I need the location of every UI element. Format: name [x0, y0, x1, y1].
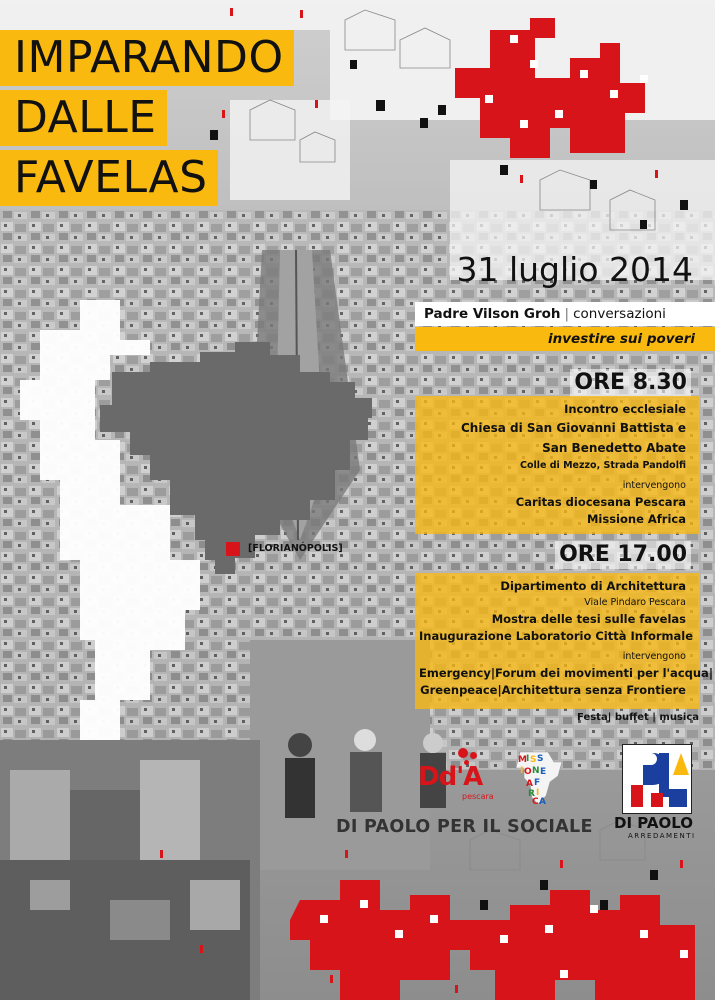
event1-speaker1: Caritas diocesana Pescara: [515, 495, 686, 509]
dda-logo-sub: pescara: [462, 792, 494, 801]
title-line-2: DALLE: [0, 90, 167, 146]
svg-text:A: A: [526, 779, 533, 789]
theme-bar: investire sui poveri: [415, 327, 715, 351]
event2-speakers-line2: Greenpeace|Architettura senza Frontiere: [420, 683, 686, 697]
missione-africa-logo: [506, 748, 566, 808]
svg-text:N: N: [532, 766, 540, 776]
event1-venue-line1: Chiesa di San Giovanni Battista e: [461, 421, 686, 435]
sponsor-line: DI PAOLO PER IL SOCIALE: [336, 817, 593, 837]
event-date: 31 luglio 2014: [456, 250, 693, 289]
event1-title: Incontro ecclesiale: [564, 402, 686, 416]
di-paolo-logo-name: DI PAOLO: [614, 814, 694, 832]
svg-text:S: S: [537, 754, 544, 764]
di-paolo-logo-sub: ARREDAMENTI: [628, 832, 696, 840]
svg-text:A: A: [539, 797, 546, 807]
svg-text:M: M: [518, 755, 527, 765]
event2-address: Viale Pindaro Pescara: [584, 597, 686, 608]
dda-dot-icon: [458, 748, 468, 758]
svg-text:C: C: [532, 797, 539, 807]
svg-text:F: F: [534, 778, 541, 788]
di-paolo-logo-mark: [622, 744, 692, 814]
svg-text:I: I: [526, 754, 530, 764]
event2-venue: Dipartimento di Architettura: [500, 579, 686, 593]
event1-address: Colle di Mezzo, Strada Pandolfi: [519, 460, 686, 471]
event2-activity2: Inaugurazione Laboratorio Città Informale: [419, 629, 694, 643]
svg-text:R: R: [528, 789, 535, 799]
florianopolis-marker: [226, 542, 240, 556]
extras-line: Festa| buffet | musica: [577, 712, 699, 723]
svg-text:O: O: [524, 767, 532, 777]
speaker-role: conversazioni: [573, 306, 666, 322]
svg-text:S: S: [530, 755, 537, 765]
event1-speaker2: Missione Africa: [586, 512, 686, 526]
event2-speakers-line1: Emergency|Forum dei movimenti per l'acqua|: [419, 666, 714, 680]
speaker-separator: |: [564, 306, 570, 322]
speaker-name: Padre Vilson Groh: [424, 306, 561, 322]
event2-box: [415, 573, 714, 709]
svg-text:I: I: [536, 788, 540, 798]
svg-text:E: E: [540, 767, 547, 777]
event1-box: [415, 396, 700, 534]
speaker-bar: [415, 302, 715, 326]
event1-venue-line2: San Benedetto Abate: [542, 441, 686, 455]
event2-speakers-label: intervengono: [622, 651, 686, 662]
florianopolis-label: [FLORIANÓPOLIS]: [248, 543, 343, 554]
dda-logo-text: Dd'A: [418, 762, 483, 792]
dda-dot-icon: [470, 752, 477, 759]
svg-text:I: I: [520, 766, 524, 776]
event1-time: ORE 8.30: [570, 369, 691, 397]
title-line-3: FAVELAS: [0, 150, 218, 206]
title-line-1: IMPARANDO: [0, 30, 294, 86]
dda-logo: [418, 748, 498, 806]
event2-activity1: Mostra delle tesi sulle favelas: [491, 612, 686, 626]
event2-time: ORE 17.00: [555, 541, 691, 569]
event1-speakers-label: intervengono: [622, 480, 686, 491]
